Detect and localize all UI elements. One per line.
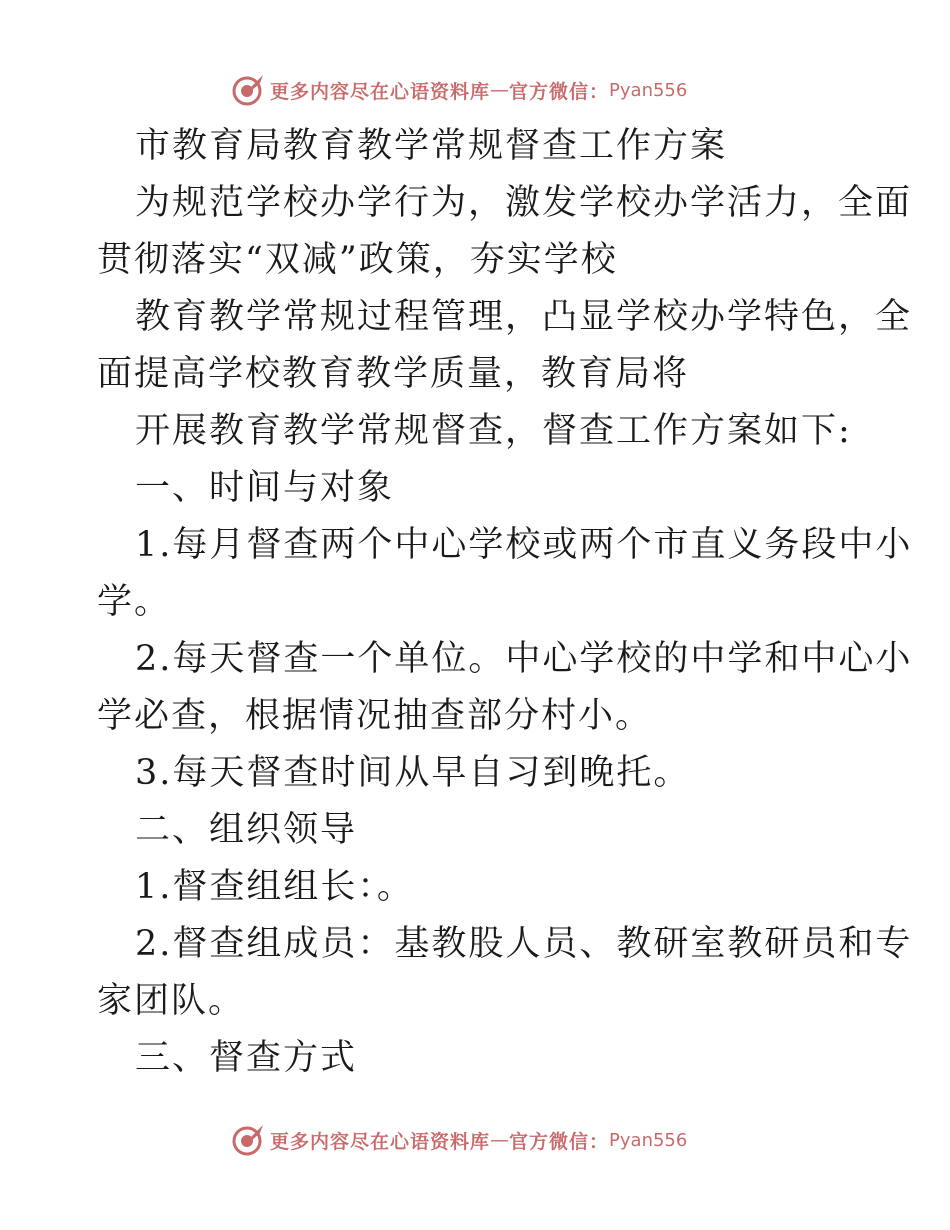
- watermark-account: Pyan556: [609, 79, 688, 101]
- watermark-footer: [230, 1120, 710, 1160]
- watermark-header: [230, 70, 710, 110]
- watermark-label: 官方微信：: [509, 1130, 610, 1153]
- quill-logo-icon: [230, 72, 266, 108]
- document-body: [97, 118, 913, 1087]
- watermark-main-text: 更多内容尽在心语资料库: [270, 80, 491, 103]
- section-heading: 二、组织领导: [135, 810, 358, 850]
- list-item: 2.督查组成员：基教股人员、教研室教研员和专: [135, 924, 913, 964]
- paragraph-line: 为规范学校办学行为，激发学校办学活力，全面: [135, 183, 913, 223]
- document-title: 市教育局教育教学常规督查工作方案: [135, 126, 728, 166]
- paragraph-line: 面提高学校教育教学质量，教育局将: [97, 354, 690, 394]
- list-item-continuation: 学必查，根据情况抽查部分村小。: [97, 696, 653, 736]
- quill-logo-icon: [230, 1122, 266, 1158]
- list-item: 2.每天督查一个单位。中心学校的中学和中心小: [135, 639, 913, 679]
- section-heading: 三、督查方式: [135, 1038, 358, 1078]
- section-heading: 一、时间与对象: [135, 468, 395, 508]
- paragraph-line: 开展教育教学常规督查，督查工作方案如下:: [135, 411, 852, 451]
- watermark-account: Pyan556: [609, 1129, 688, 1151]
- list-item: 1.每月督查两个中心学校或两个市直义务段中小: [135, 525, 913, 565]
- paragraph-line: 贯彻落实“双减”政策，夯实学校: [97, 240, 618, 280]
- paragraph-line: 教育教学常规过程管理，凸显学校办学特色，全: [135, 297, 913, 337]
- list-item-continuation: 学。: [97, 582, 172, 622]
- list-item: 3.每天督查时间从早自习到晚托。: [135, 753, 691, 793]
- watermark-separator: —: [490, 79, 510, 101]
- list-item-continuation: 家团队。: [97, 981, 246, 1021]
- watermark-label: 官方微信：: [509, 80, 610, 103]
- watermark-main-text: 更多内容尽在心语资料库: [270, 1130, 491, 1153]
- watermark-separator: —: [490, 1129, 510, 1151]
- list-item: 1.督查组组长：。: [135, 867, 414, 907]
